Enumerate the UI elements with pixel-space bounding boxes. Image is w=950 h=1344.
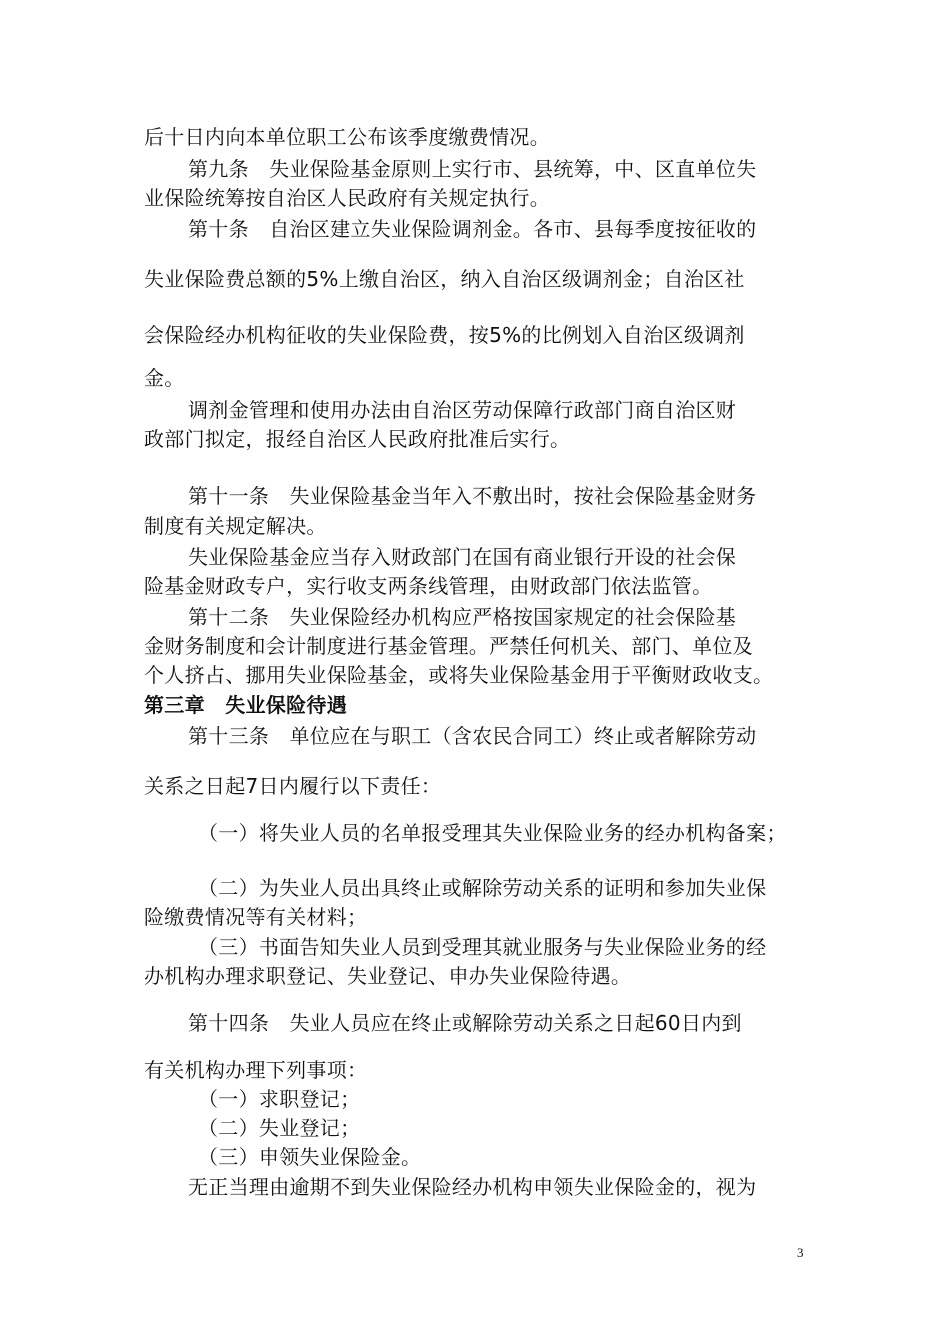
paragraph-line: 后十日内向本单位职工公布该季度缴费情况。 (144, 125, 550, 149)
paragraph-line: 办机构办理求职登记、失业登记、申办失业保险待遇。 (144, 964, 632, 988)
paragraph-line: 失业保险费总额的5%上缴自治区，纳入自治区级调剂金；自治区社 (144, 267, 745, 291)
paragraph-line: 金。 (144, 366, 185, 390)
article-11-line: 第十一条 失业保险基金当年入不敷出时，按社会保险基金财务 (188, 484, 757, 508)
paragraph-line: 有关机构办理下列事项： (144, 1058, 368, 1082)
paragraph-line: 业保险统筹按自治区人民政府有关规定执行。 (144, 186, 550, 210)
list-item-line: （二）为失业人员出具终止或解除劳动关系的证明和参加失业保 (198, 876, 767, 900)
paragraph-line: 调剂金管理和使用办法由自治区劳动保障行政部门商自治区财 (188, 398, 737, 422)
paragraph-line: 险基金财政专户，实行收支两条线管理，由财政部门依法监管。 (144, 574, 713, 598)
article-12-line: 第十二条 失业保险经办机构应严格按国家规定的社会保险基 (188, 605, 737, 629)
article-13-line: 第十三条 单位应在与职工（含农民合同工）终止或者解除劳动 (188, 724, 757, 748)
paragraph-line: 失业保险基金应当存入财政部门在国有商业银行开设的社会保 (188, 545, 737, 569)
paragraph-line: 个人挤占、挪用失业保险基金，或将失业保险基金用于平衡财政收支。 (144, 663, 774, 687)
paragraph-line: 会保险经办机构征收的失业保险费，按5%的比例划入自治区级调剂 (144, 323, 745, 347)
paragraph-line: 无正当理由逾期不到失业保险经办机构申领失业保险金的，视为 (188, 1175, 757, 1199)
list-item-line: （二）失业登记； (198, 1116, 361, 1140)
article-9-line: 第九条 失业保险基金原则上实行市、县统筹，中、区直单位失 (188, 157, 757, 181)
list-item-line: （一）求职登记； (198, 1087, 361, 1111)
page-number: 3 (797, 1245, 804, 1260)
paragraph-line: 关系之日起7日内履行以下责任： (144, 774, 442, 798)
paragraph-line: 金财务制度和会计制度进行基金管理。严禁任何机关、部门、单位及 (144, 634, 753, 658)
paragraph-line: 险缴费情况等有关材料； (144, 905, 368, 929)
list-item-line: （三）书面告知失业人员到受理其就业服务与失业保险业务的经 (198, 935, 767, 959)
chapter-heading: 第三章 失业保险待遇 (144, 693, 347, 717)
list-item-line: （三）申领失业保险金。 (198, 1145, 422, 1169)
article-10-line: 第十条 自治区建立失业保险调剂金。各市、县每季度按征收的 (188, 217, 757, 241)
paragraph-line: 政部门拟定，报经自治区人民政府批准后实行。 (144, 427, 571, 451)
list-item-line: （一）将失业人员的名单报受理其失业保险业务的经办机构备案； (198, 821, 787, 845)
article-14-line: 第十四条 失业人员应在终止或解除劳动关系之日起60日内到 (188, 1011, 742, 1035)
paragraph-line: 制度有关规定解决。 (144, 514, 327, 538)
